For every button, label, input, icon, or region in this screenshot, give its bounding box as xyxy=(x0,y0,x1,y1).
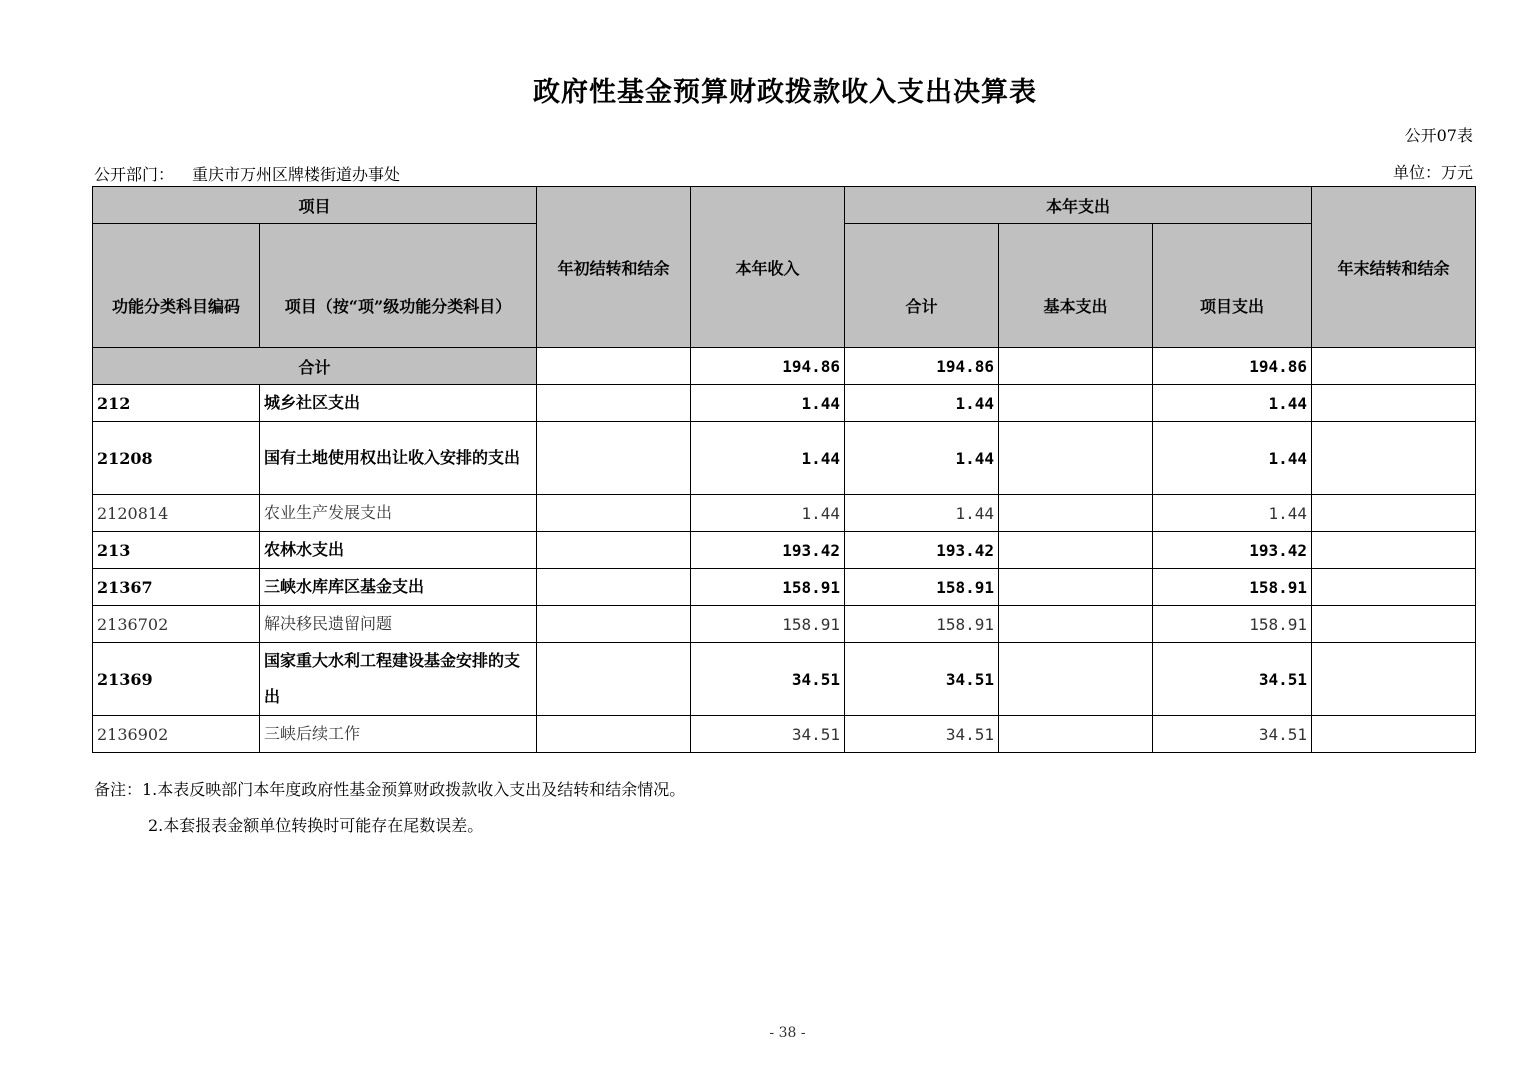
row-income: 193.42 xyxy=(691,532,845,569)
row-basic xyxy=(999,606,1153,643)
row-income: 1.44 xyxy=(691,495,845,532)
row-name: 三峡后续工作 xyxy=(260,716,537,753)
table-row xyxy=(93,422,1476,495)
table-row xyxy=(93,532,1476,569)
header-end-balance: 年末结转和结余 xyxy=(1312,187,1476,348)
row-name: 农林水支出 xyxy=(260,532,537,569)
total-label: 合计 xyxy=(93,348,537,385)
row-project: 34.51 xyxy=(1153,643,1312,716)
table-row xyxy=(93,716,1476,753)
row-project: 1.44 xyxy=(1153,385,1312,422)
row-project: 158.91 xyxy=(1153,569,1312,606)
table-row xyxy=(93,643,1476,716)
row-exp-total: 34.51 xyxy=(845,643,999,716)
header-begin-balance: 年初结转和结余 xyxy=(537,187,691,348)
header-project-expense: 项目支出 xyxy=(1153,224,1312,348)
table-row xyxy=(93,495,1476,532)
row-code: 213 xyxy=(93,532,260,569)
row-begin xyxy=(537,422,691,495)
table-row xyxy=(93,569,1476,606)
row-code: 2136702 xyxy=(93,606,260,643)
row-project: 193.42 xyxy=(1153,532,1312,569)
row-basic xyxy=(999,643,1153,716)
row-code: 21208 xyxy=(93,422,260,495)
row-exp-total: 1.44 xyxy=(845,385,999,422)
row-name: 农业生产发展支出 xyxy=(260,495,537,532)
row-project: 1.44 xyxy=(1153,495,1312,532)
department-line xyxy=(94,162,400,185)
total-exp-total: 194.86 xyxy=(845,348,999,385)
header-basic: 基本支出 xyxy=(999,224,1153,348)
department-label: 公开部门： xyxy=(94,165,175,184)
row-exp-total: 158.91 xyxy=(845,569,999,606)
row-begin xyxy=(537,385,691,422)
row-code: 21367 xyxy=(93,569,260,606)
row-begin xyxy=(537,643,691,716)
row-end xyxy=(1312,532,1476,569)
header-project: 项目 xyxy=(93,187,537,224)
unit-label: 单位：万元 xyxy=(1392,163,1473,182)
row-basic xyxy=(999,495,1153,532)
header-code: 功能分类科目编码 xyxy=(93,224,260,348)
header-income: 本年收入 xyxy=(691,187,845,348)
row-exp-total: 34.51 xyxy=(845,716,999,753)
total-basic xyxy=(999,348,1153,385)
form-number: 公开07表 xyxy=(1404,126,1473,145)
page-title: 政府性基金预算财政拨款收入支出决算表 xyxy=(533,77,1037,108)
total-end xyxy=(1312,348,1476,385)
total-row xyxy=(93,348,1476,385)
note-line-2: 2.本套报表金额单位转换时可能存在尾数误差。 xyxy=(148,816,484,835)
row-begin xyxy=(537,532,691,569)
row-end xyxy=(1312,422,1476,495)
row-name: 国有土地使用权出让收入安排的支出 xyxy=(260,422,537,495)
row-basic xyxy=(999,716,1153,753)
table-row xyxy=(93,385,1476,422)
row-exp-total: 158.91 xyxy=(845,606,999,643)
row-end xyxy=(1312,495,1476,532)
row-income: 158.91 xyxy=(691,606,845,643)
table-row xyxy=(93,606,1476,643)
note-line-1: 备注：1.本表反映部门本年度政府性基金预算财政拨款收入支出及结转和结余情况。 xyxy=(94,780,686,799)
row-income: 1.44 xyxy=(691,422,845,495)
row-exp-total: 193.42 xyxy=(845,532,999,569)
row-basic xyxy=(999,569,1153,606)
row-project: 158.91 xyxy=(1153,606,1312,643)
row-exp-total: 1.44 xyxy=(845,422,999,495)
row-end xyxy=(1312,716,1476,753)
row-income: 1.44 xyxy=(691,385,845,422)
row-end xyxy=(1312,643,1476,716)
row-name: 城乡社区支出 xyxy=(260,385,537,422)
notes xyxy=(94,772,685,844)
total-project: 194.86 xyxy=(1153,348,1312,385)
department-name: 重庆市万州区牌楼街道办事处 xyxy=(192,165,401,184)
row-name: 解决移民遗留问题 xyxy=(260,606,537,643)
row-income: 34.51 xyxy=(691,643,845,716)
header-expense: 本年支出 xyxy=(845,187,1312,224)
row-code: 212 xyxy=(93,385,260,422)
row-begin xyxy=(537,716,691,753)
row-code: 21369 xyxy=(93,643,260,716)
row-name: 三峡水库库区基金支出 xyxy=(260,569,537,606)
header-item: 项目（按“项”级功能分类科目） xyxy=(260,224,537,348)
row-exp-total: 1.44 xyxy=(845,495,999,532)
row-code: 2120814 xyxy=(93,495,260,532)
header-expense-total: 合计 xyxy=(845,224,999,348)
row-income: 158.91 xyxy=(691,569,845,606)
row-basic xyxy=(999,422,1153,495)
row-end xyxy=(1312,606,1476,643)
row-begin xyxy=(537,569,691,606)
row-end xyxy=(1312,569,1476,606)
row-project: 1.44 xyxy=(1153,422,1312,495)
row-name: 国家重大水利工程建设基金安排的支出 xyxy=(260,643,537,716)
budget-table xyxy=(92,186,1476,753)
total-begin xyxy=(537,348,691,385)
row-begin xyxy=(537,495,691,532)
page-number: - 38 - xyxy=(769,1025,806,1041)
row-code: 2136902 xyxy=(93,716,260,753)
row-basic xyxy=(999,385,1153,422)
row-begin xyxy=(537,606,691,643)
row-end xyxy=(1312,385,1476,422)
total-income: 194.86 xyxy=(691,348,845,385)
row-income: 34.51 xyxy=(691,716,845,753)
row-project: 34.51 xyxy=(1153,716,1312,753)
row-basic xyxy=(999,532,1153,569)
